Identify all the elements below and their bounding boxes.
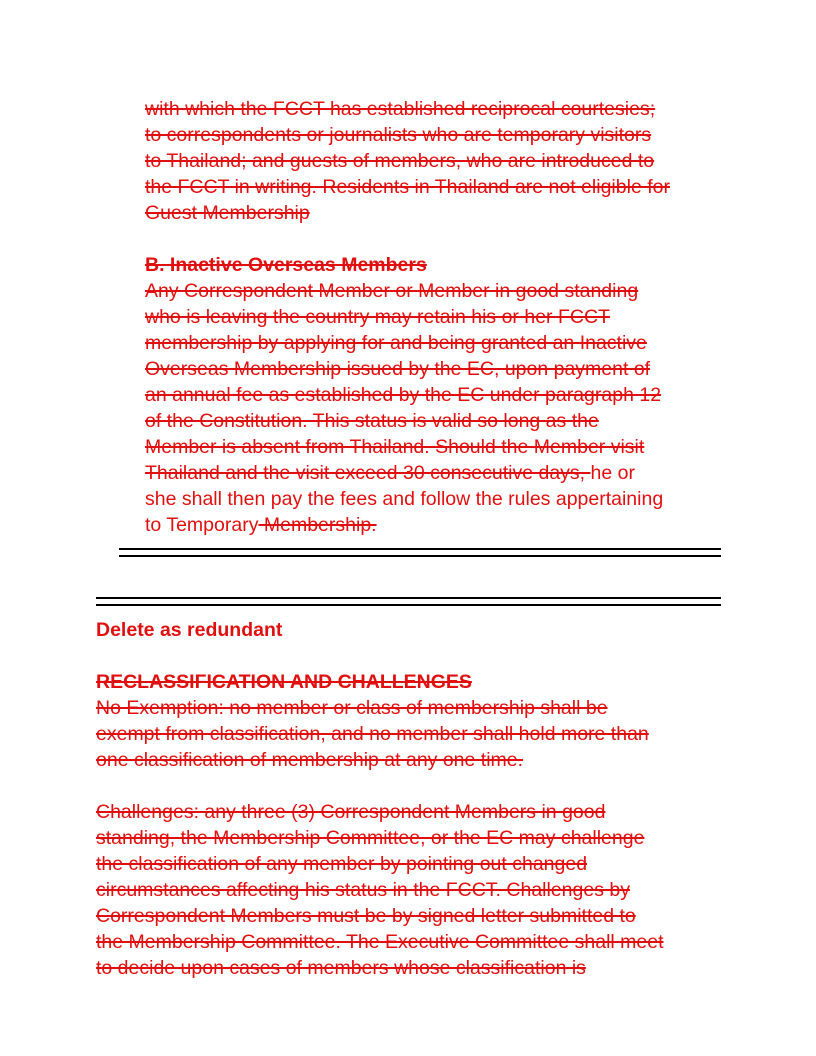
inactive-overseas-heading: B. Inactive Overseas Members (145, 254, 427, 276)
delete-note: Delete as redundant (96, 619, 283, 641)
challenges-line: Challenges: any three (3) Correspondent Members in good (96, 801, 606, 823)
inactive-kept-line: she shall then pay the fees and follow the rules appertaining (145, 488, 664, 510)
guest-line: to Thailand; and guests of members, who are introduced to (145, 150, 655, 172)
challenges-line: to decide upon cases of members whose classification is (96, 957, 586, 979)
inactive-line: Member is absent from Thailand. Should the Member visit (145, 436, 645, 458)
challenges-line: the classification of any member by pointing out changed (96, 853, 588, 875)
challenges-line: the Membership Committee. The Executive Committee shall meet (96, 931, 664, 953)
reclassification-block (96, 617, 736, 981)
challenges-line: Correspondent Members must be by signed letter submitted to (96, 905, 636, 927)
inactive-line: Any Correspondent Member or Member in good standing (145, 280, 639, 302)
inactive-kept-fragment: to Temporary (145, 514, 259, 536)
no-exemption-line: exempt from classification, and no member shall hold more than (96, 723, 649, 745)
challenges-line: circumstances affecting his status in the FCCT. Challenges by (96, 879, 630, 901)
no-exemption-line: one classification of membership at any one time. (96, 749, 524, 771)
membership-text-block (145, 96, 735, 538)
guest-line: Guest Membership (145, 202, 310, 224)
challenges-line: standing, the Membership Committee, or the EC may challenge (96, 827, 645, 849)
inactive-line: an annual fee as established by the EC under paragraph 12 (145, 384, 662, 406)
inactive-line: Overseas Membership issued by the EC, upon payment of (145, 358, 651, 380)
inactive-line: of the Constitution. This status is valid so long as the (145, 410, 599, 432)
inactive-line: membership by applying for and being granted an Inactive (145, 332, 647, 354)
inactive-struck-fragment: Thailand and the visit exceed 30 consecutive days, (145, 462, 591, 484)
guest-line: to correspondents or journalists who are temporary visitors (145, 124, 652, 146)
no-exemption-line: No Exemption: no member or class of membership shall be (96, 697, 608, 719)
guest-line: with which the FCCT has established reciprocal courtesies; (145, 98, 656, 120)
inactive-struck-fragment: Membership. (258, 514, 377, 536)
reclassification-heading: RECLASSIFICATION AND CHALLENGES (96, 671, 472, 693)
inactive-line-mixed (145, 460, 735, 486)
inactive-kept-fragment: he or (590, 462, 635, 484)
guest-line: the FCCT in writing. Residents in Thailand are not eligible for (145, 176, 670, 198)
section-divider (96, 597, 721, 606)
section-divider (119, 548, 721, 557)
inactive-line-mixed (145, 512, 735, 538)
inactive-line: who is leaving the country may retain his or her FCCT (145, 306, 610, 328)
